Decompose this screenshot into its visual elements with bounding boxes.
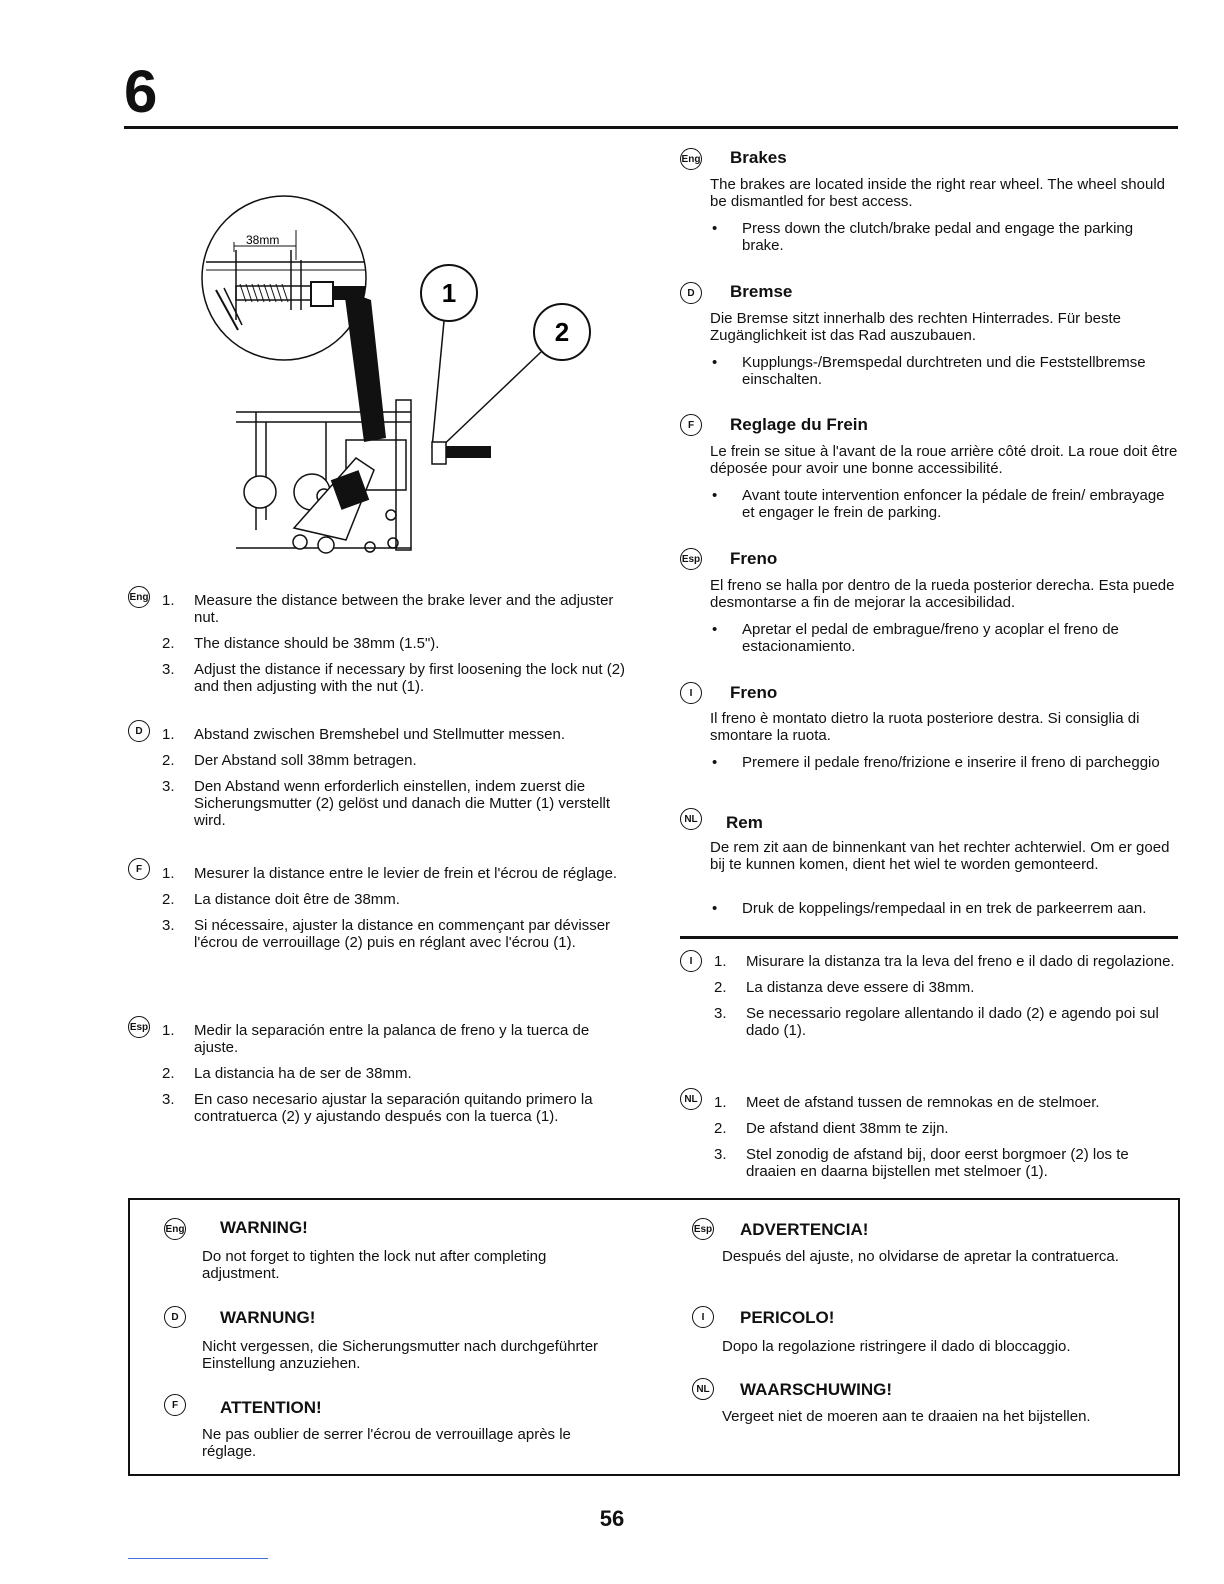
language-badge-f: F <box>164 1394 186 1416</box>
pointer-cone <box>344 290 386 442</box>
brake-adjustment-illustration <box>196 190 616 570</box>
section-text: The brakes are located inside the right rear wheel. The wheel should be dismantled for best access. <box>710 176 1165 210</box>
header-rule <box>124 126 1178 129</box>
warning-title: WARNING! <box>220 1218 308 1237</box>
section-title-bremse: Bremse <box>730 282 793 301</box>
step-item: 2. De afstand dient 38mm te zijn. <box>714 1120 949 1137</box>
step-item: 3. En caso necesario ajustar la separación quitando primero la contratuerca (2) y ajustando después con la tuerca (1). <box>162 1091 593 1125</box>
language-badge-d: D <box>128 720 150 742</box>
section-text: De rem zit aan de binnenkant van het rechter achterwiel. Om er goed bij te kunnen komen, dient het wiel te worden gemonteerd. <box>710 839 1170 873</box>
language-badge-d: D <box>680 282 702 304</box>
language-badge-i: I <box>680 682 702 704</box>
step-item: 1. Measure the distance between the brake lever and the adjuster nut. <box>162 592 614 626</box>
section-bullet: • Kupplungs-/Bremspedal durchtreten und die Feststellbremse einschalten. <box>742 354 1178 388</box>
step-item: 3. Si nécessaire, ajuster la distance en commençant par dévisser l'écrou de verrouillage (2) puis en réglant avec l'écrou (1). <box>162 917 611 951</box>
steps-f <box>162 865 632 960</box>
warning-title: PERICOLO! <box>740 1308 835 1327</box>
section-text: Die Bremse sitzt innerhalb des rechten Hinterrades. Für beste Zugänglichkeit ist das Rad auszubauen. <box>710 310 1122 344</box>
section-bullet: • Premere il pedale freno/frizione e inserire il freno di parcheggio <box>742 754 1178 771</box>
warning-text: Nicht vergessen, die Sicherungsmutter nach durchgeführter Einstellung anzuziehen. <box>202 1338 599 1372</box>
section-divider <box>680 936 1178 939</box>
language-badge-nl: NL <box>680 1088 702 1110</box>
section-title-freno-esp: Freno <box>730 549 778 568</box>
zoom-detail <box>196 190 376 370</box>
step-item: 2. La distancia ha de ser de 38mm. <box>162 1065 412 1082</box>
step-item: 2. La distanza deve essere di 38mm. <box>714 979 975 996</box>
section-title-freno-i: Freno <box>730 683 778 702</box>
callout-2: 2 <box>554 317 570 347</box>
chapter-number: 6 <box>124 58 158 125</box>
language-badge-esp: Esp <box>680 548 702 570</box>
brake-mechanism <box>236 400 446 553</box>
warning-text: Vergeet niet de moeren aan te draaien na het bijstellen. <box>722 1408 1091 1425</box>
step-item: 3. Stel zonodig de afstand bij, door eerst borgmoer (2) los te draaien en daarna bijstellen met stelmoer (1). <box>714 1146 1129 1180</box>
language-badge-i: I <box>692 1306 714 1328</box>
page-number: 56 <box>599 1506 625 1531</box>
section-title-frein: Reglage du Frein <box>730 415 868 434</box>
language-badge-nl: NL <box>692 1378 714 1400</box>
section-bullet: • Apretar el pedal de embrague/freno y acoplar el freno de estacionamiento. <box>742 621 1178 655</box>
brake-cable <box>446 446 491 458</box>
section-text: Il freno è montato dietro la ruota posteriore destra. Si consiglia di smontare la ruota. <box>710 710 1140 744</box>
step-item: 1. Mesurer la distance entre le levier de frein et l'écrou de réglage. <box>162 865 618 882</box>
step-item: 2. La distance doit être de 38mm. <box>162 891 400 908</box>
footer-line <box>128 1558 268 1559</box>
warning-title: ATTENTION! <box>220 1398 322 1417</box>
language-badge-eng: Eng <box>164 1218 186 1240</box>
language-badge-f: F <box>128 858 150 880</box>
step-item: 1. Meet de afstand tussen de remnokas en de stelmoer. <box>714 1094 1100 1111</box>
step-item: 1. Misurare la distanza tra la leva del freno e il dado di regolazione. <box>714 953 1175 970</box>
steps-eng <box>162 592 632 704</box>
steps-esp <box>162 1022 632 1134</box>
language-badge-i: I <box>680 950 702 972</box>
warning-text: Ne pas oublier de serrer l'écrou de verrouillage après le réglage. <box>202 1426 571 1460</box>
language-badge-eng: Eng <box>680 148 702 170</box>
section-text: El freno se halla por dentro de la rueda posterior derecha. Esta puede desmontarse a fin de mejorar la accesibilidad. <box>710 577 1175 611</box>
warning-text: Do not forget to tighten the lock nut after completing adjustment. <box>202 1248 547 1282</box>
warning-text: Dopo la regolazione ristringere il dado di bloccaggio. <box>722 1338 1071 1355</box>
warning-box <box>128 1198 1180 1476</box>
section-text: Le frein se situe à l'avant de la roue arrière côté droit. La roue doit être déposée pour avoir une bonne accessibilité. <box>710 443 1178 477</box>
steps-i <box>714 953 1180 1048</box>
warning-title: WARNUNG! <box>220 1308 316 1327</box>
dimension-label: 38mm <box>246 233 280 247</box>
step-item: 3. Den Abstand wenn erforderlich einstellen, indem zuerst die Sicherungsmutter (2) gelöst und danach die Mutter (1) verstellt wird. <box>162 778 611 829</box>
step-item: 1. Abstand zwischen Bremshebel und Stellmutter messen. <box>162 726 566 743</box>
step-item: 1. Medir la separación entre la palanca de freno y la tuerca de ajuste. <box>162 1022 590 1056</box>
steps-d <box>162 726 632 838</box>
step-item: 3. Adjust the distance if necessary by first loosening the lock nut (2) and then adjusting with the nut (1). <box>162 661 626 695</box>
warning-title: ADVERTENCIA! <box>740 1220 869 1239</box>
section-bullet: • Avant toute intervention enfoncer la pédale de frein/ embrayage et engager le frein de parking. <box>742 487 1178 521</box>
section-bullet: • Press down the clutch/brake pedal and engage the parking brake. <box>742 220 1178 254</box>
callout-1: 1 <box>441 278 457 308</box>
steps-nl <box>714 1094 1180 1189</box>
step-item: 2. Der Abstand soll 38mm betragen. <box>162 752 417 769</box>
step-item: 2. The distance should be 38mm (1.5"). <box>162 635 440 652</box>
language-badge-esp: Esp <box>128 1016 150 1038</box>
section-title-brakes: Brakes <box>730 148 787 167</box>
language-badge-esp: Esp <box>692 1218 714 1240</box>
language-badge-f: F <box>680 414 702 436</box>
language-badge-nl: NL <box>680 808 702 830</box>
language-badge-eng: Eng <box>128 586 150 608</box>
language-badge-d: D <box>164 1306 186 1328</box>
section-bullet: • Druk de koppelings/rempedaal in en trek de parkeerrem aan. <box>742 900 1178 917</box>
warning-text: Después del ajuste, no olvidarse de apretar la contratuerca. <box>722 1248 1119 1265</box>
warning-title: WAARSCHUWING! <box>740 1380 893 1399</box>
section-title-rem: Rem <box>726 813 763 832</box>
step-item: 3. Se necessario regolare allentando il dado (2) e agendo poi sul dado (1). <box>714 1005 1159 1039</box>
